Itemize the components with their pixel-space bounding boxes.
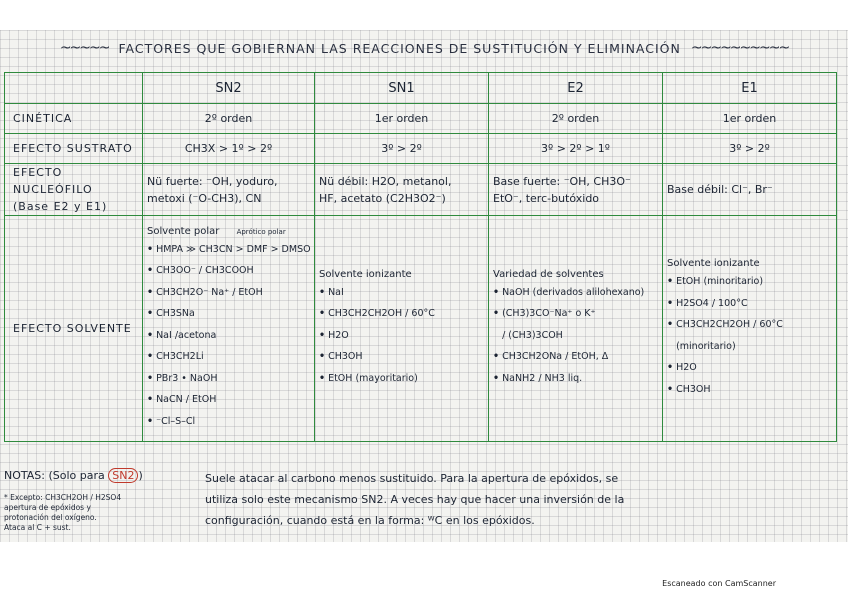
notes-heading	[4, 468, 204, 483]
list-item: • H2O	[667, 362, 697, 373]
page-title: FACTORES QUE GOBIERNAN LAS REACCIONES DE SUSTITUCIÓN Y ELIMINACIÓN	[118, 40, 681, 56]
row-solvente	[5, 216, 837, 442]
list-item: • NaI /acetona	[147, 329, 217, 341]
cell-nucleofilo-sn1	[315, 164, 489, 216]
solvente-e1-list	[667, 271, 832, 400]
notes-side-line: * Excepto: CH3CH2OH / H2SO4	[4, 493, 122, 502]
cell-solvente-sn2	[143, 216, 315, 442]
nucleofilo-sn2-line2: metoxi (⁻O-CH3), CN	[147, 191, 262, 205]
notes-close: )	[138, 469, 143, 482]
list-item: • NaCN / EtOH	[147, 394, 217, 406]
list-item: • CH3OH	[319, 351, 363, 363]
list-item: • EtOH (minoritario)	[667, 276, 764, 287]
wave-decoration-right: ~~~~~~~~~~	[690, 40, 789, 56]
nucleofilo-sn2-line1: Nü fuerte: ⁻OH, yoduro,	[147, 174, 278, 188]
row-sustrato	[5, 134, 837, 164]
cell-nucleofilo-sn2	[143, 164, 315, 216]
notebook-sheet	[0, 30, 848, 542]
row-label-nucleofilo-line2: (Base E2 y E1)	[13, 200, 108, 213]
row-cinetica	[5, 104, 837, 134]
cell-solvente-e1	[663, 216, 837, 442]
col-header-sn1: SN1	[315, 73, 489, 104]
col-header-e1: E1	[663, 73, 837, 104]
row-label-sustrato: EFECTO SUSTRATO	[5, 134, 143, 164]
solvente-sn2-list	[147, 239, 310, 433]
list-item: (minoritario)	[676, 340, 736, 352]
list-item: • CH3CH2O⁻ Na⁺ / EtOH	[147, 286, 263, 298]
list-item: • PBr3 • NaOH	[147, 372, 218, 384]
notes-side-line: Ataca al C + sust.	[4, 523, 71, 532]
solvente-e2-list	[493, 282, 658, 390]
solvente-sn2-header-text: Solvente polar	[147, 225, 220, 237]
solvente-sn2-header-note: Aprótico polar	[236, 227, 286, 236]
nucleofilo-e2-line1: Base fuerte: ⁻OH, CH3O⁻	[493, 174, 631, 188]
list-item: • EtOH (mayoritario)	[319, 372, 418, 384]
row-nucleofilo	[5, 164, 837, 216]
cell-sustrato-e1: 3º > 2º	[663, 134, 837, 164]
col-header-sn2: SN2	[143, 73, 315, 104]
cell-cinetica-e2: 2º orden	[489, 104, 663, 134]
nucleofilo-sn1-line1: Nü débil: H2O, metanol,	[319, 174, 452, 188]
col-header-e2: E2	[489, 73, 663, 104]
notes-only-for: (Solo para	[48, 469, 105, 482]
list-item: • CH3OO⁻ / CH3COOH	[147, 265, 254, 277]
cell-nucleofilo-e1	[663, 164, 837, 216]
list-item: • CH3CH2CH2OH / 60°C	[319, 308, 435, 320]
notes-line: configuración, cuando está en la forma: ᵂC en los epóxidos.	[205, 514, 535, 527]
solvente-sn1-header: Solvente ionizante	[319, 268, 412, 280]
wave-decoration-left: ~~~~~	[59, 40, 109, 56]
header-row	[5, 73, 837, 104]
cell-cinetica-sn1: 1er orden	[315, 104, 489, 134]
cell-sustrato-sn1: 3º > 2º	[315, 134, 489, 164]
list-item: • CH3SNa	[147, 308, 195, 320]
cell-sustrato-sn2: CH3X > 1º > 2º	[143, 134, 315, 164]
list-item: • CH3CH2ONa / EtOH, Δ	[493, 351, 609, 363]
corner-cell	[5, 73, 143, 104]
list-item: • H2O	[319, 329, 349, 341]
cell-cinetica-sn2: 2º orden	[143, 104, 315, 134]
solvente-sn1-list	[319, 282, 484, 390]
notes-side-annotation	[4, 493, 154, 533]
notes-line: utiliza solo este mecanismo SN2. A veces hay que hacer una inversión de la	[205, 493, 625, 506]
solvente-sn2-header	[147, 225, 310, 239]
cell-solvente-e2	[489, 216, 663, 442]
scanner-watermark: Escaneado con CamScanner	[662, 579, 776, 588]
list-item: • H2SO4 / 100°C	[667, 297, 748, 309]
cell-cinetica-e1: 1er orden	[663, 104, 837, 134]
nucleofilo-sn1-line2: HF, acetato (C2H3O2⁻)	[319, 191, 446, 205]
notes-line: Suele atacar al carbono menos sustituido. Para la apertura de epóxidos, se	[205, 472, 619, 485]
nucleofilo-e2-line2: EtO⁻, terc-butóxido	[493, 191, 600, 205]
solvente-e2-header: Variedad de solventes	[493, 268, 604, 280]
notes-sn2-circled: SN2	[108, 468, 138, 483]
reactions-table	[4, 72, 837, 442]
list-item: • (CH3)3CO⁻Na⁺ o K⁺	[493, 308, 596, 320]
solvente-e1-header: Solvente ionizante	[667, 258, 760, 269]
row-label-nucleofilo	[5, 164, 143, 216]
cell-sustrato-e2: 3º > 2º > 1º	[489, 134, 663, 164]
list-item: • CH3OH	[667, 383, 711, 395]
list-item: • NaOH (derivados alilohexano)	[493, 286, 645, 298]
list-item: • CH3CH2Li	[147, 351, 204, 363]
row-label-solvente: EFECTO SOLVENTE	[5, 216, 143, 442]
notes-label: NOTAS:	[4, 469, 45, 482]
list-item: / (CH3)3COH	[502, 329, 563, 341]
list-item: • NaI	[319, 286, 344, 298]
cell-nucleofilo-e2	[489, 164, 663, 216]
cell-solvente-sn1	[315, 216, 489, 442]
list-item: • ⁻Cl–S–Cl	[147, 415, 196, 427]
nucleofilo-e1-line1: Base débil: Cl⁻, Br⁻	[667, 183, 773, 196]
list-item: • CH3CH2CH2OH / 60°C	[667, 319, 783, 330]
list-item: • HMPA ≫ CH3CN > DMF > DMSO	[147, 243, 311, 255]
row-label-cinetica: CINÉTICA	[5, 104, 143, 134]
row-label-nucleofilo-line1: EFECTO NUCLEÓFILO	[13, 166, 93, 196]
list-item: • NaNH2 / NH3 liq.	[493, 372, 583, 384]
notes-side-line: apertura de epóxidos y	[4, 503, 91, 512]
title-row	[0, 38, 848, 58]
notes-body	[205, 468, 835, 531]
notes-side-line: protonación del oxígeno.	[4, 513, 97, 522]
